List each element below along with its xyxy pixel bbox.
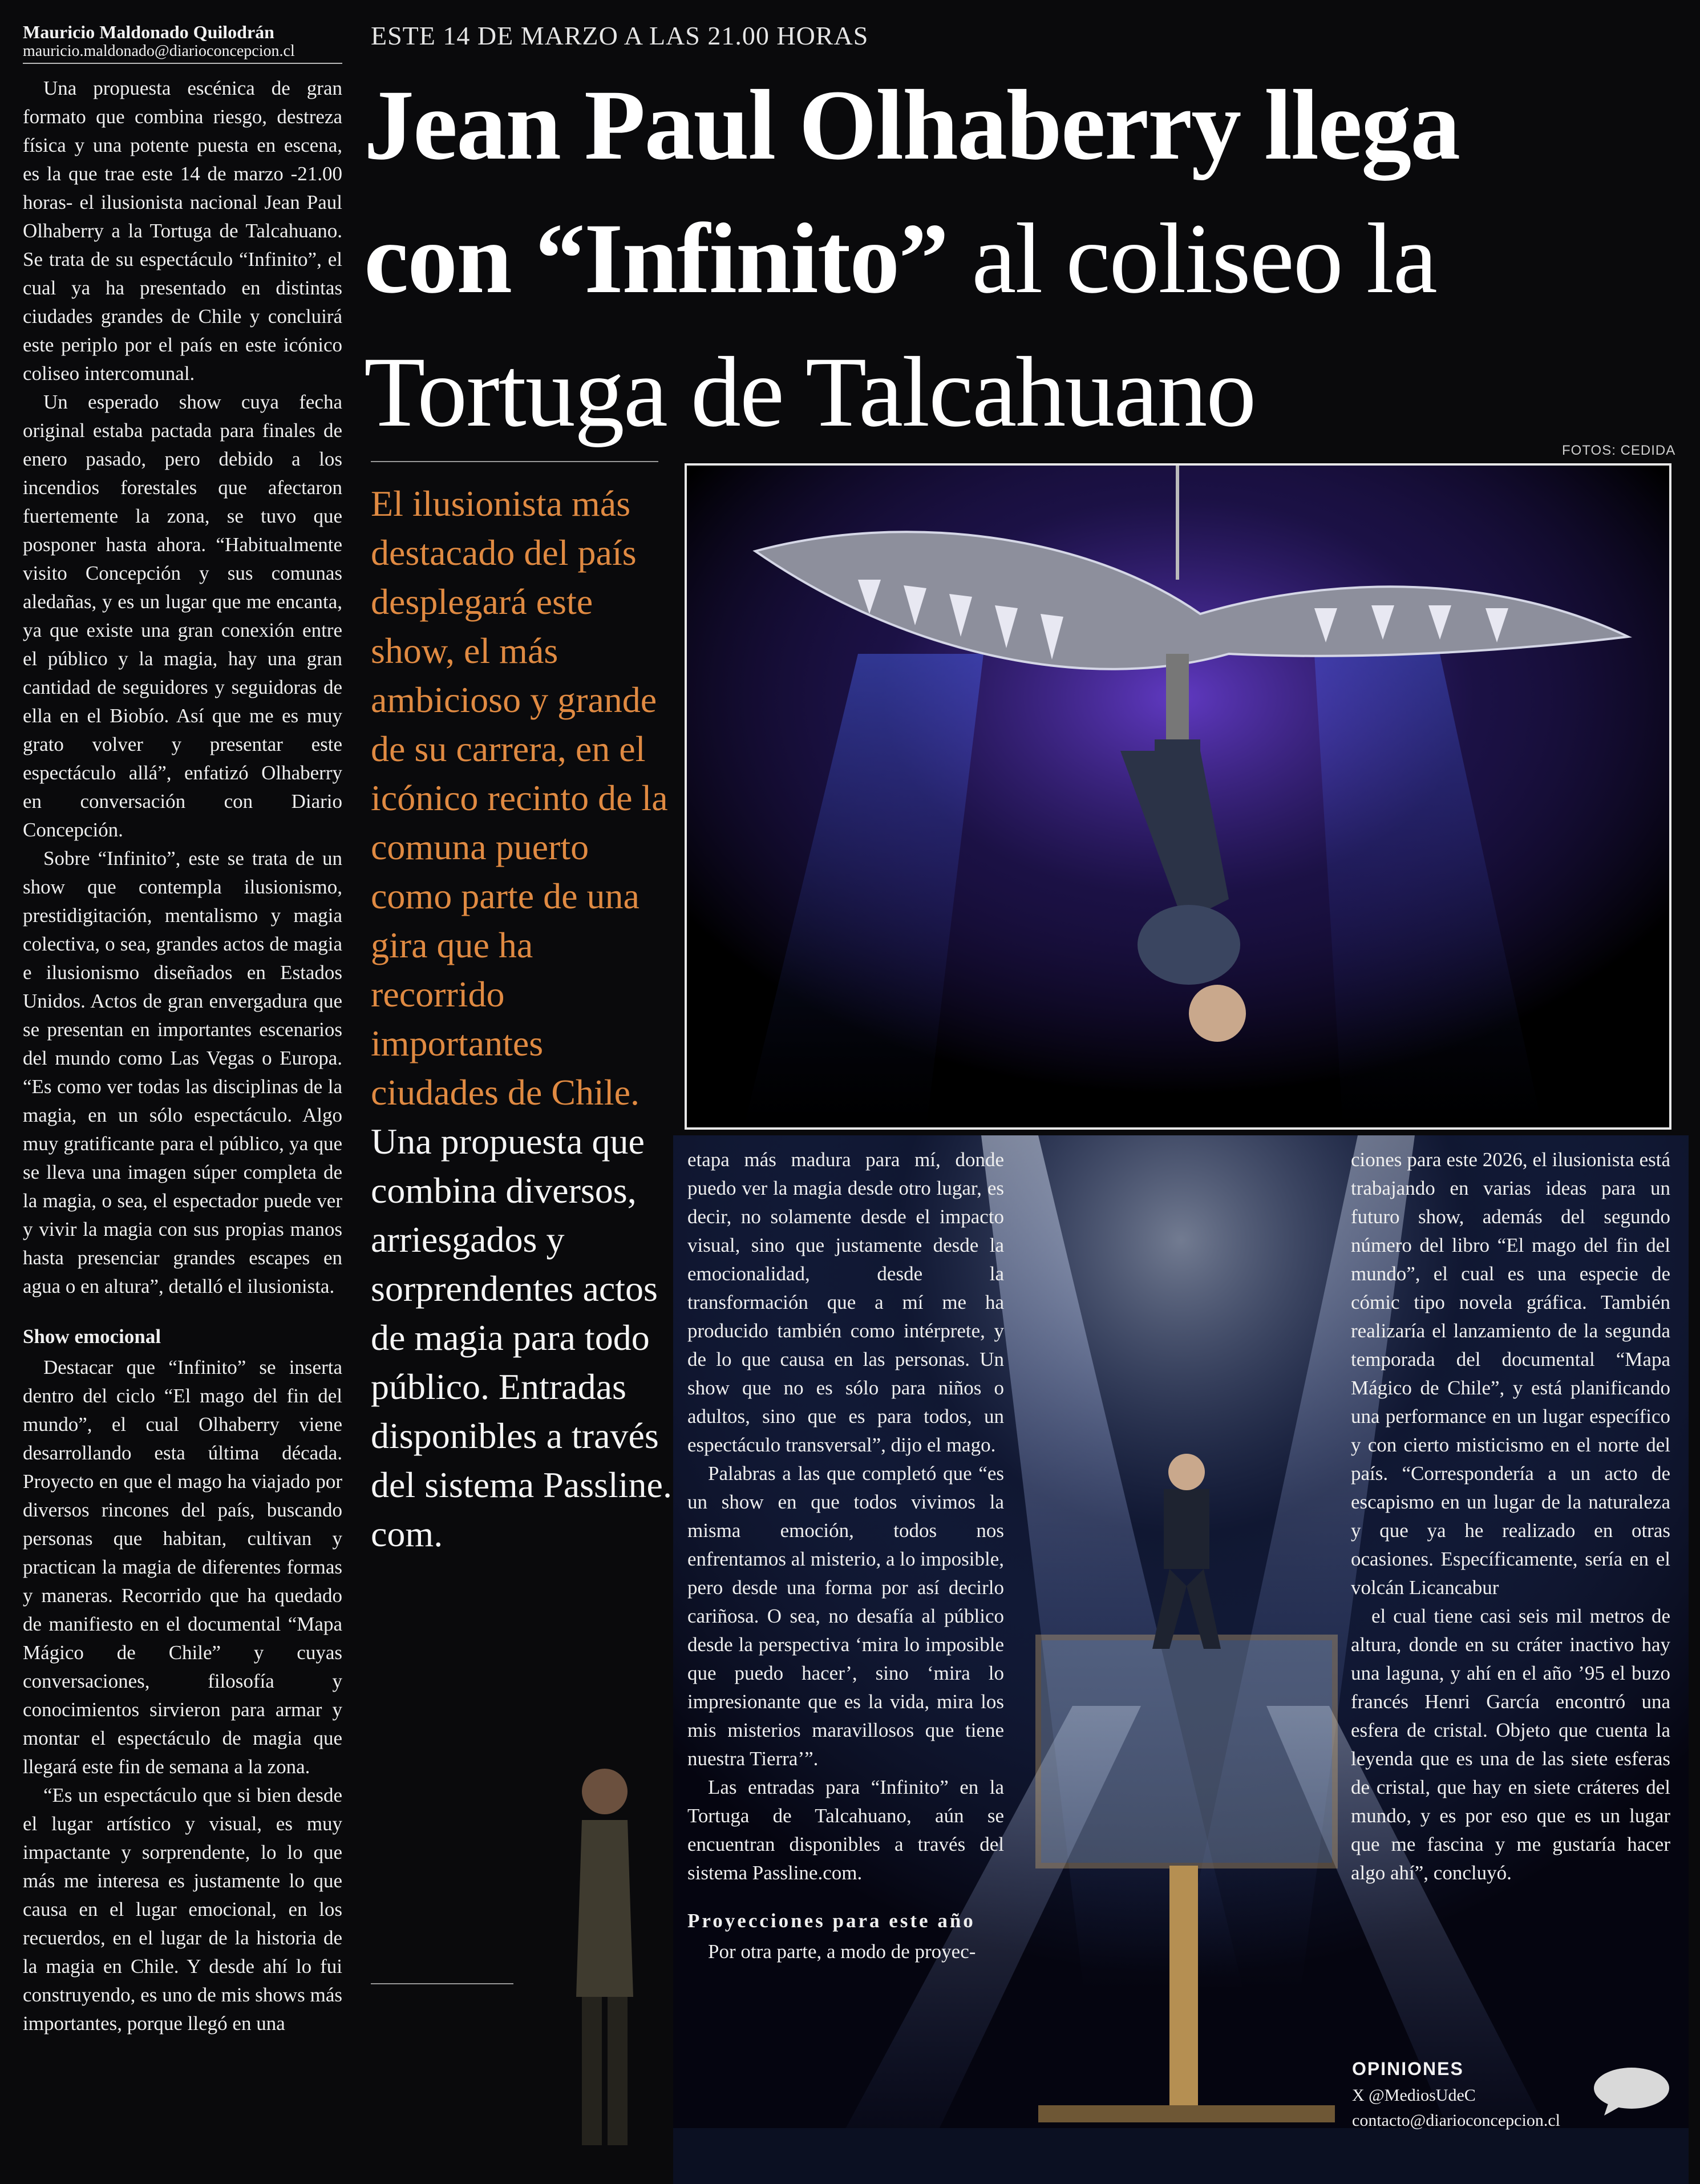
article-column-4 — [1351, 1146, 1670, 1887]
paragraph: el cual tiene casi seis mil metros de altura, donde en su cráter inactivo hay una laguna, y ahí en el año ’95 el buzo francés Henri García encontró una esfera de cristal. Objeto que cuenta la leyenda que es una de las siete esferas de cristal, que hay en siete cráteres del mundo, y es por eso que es un lugar que me fascina y me gustaría hacer algo ahí”, concluyó. — [1351, 1605, 1670, 1884]
paragraph: Las entradas para “Infinito” en la Tortuga de Talcahuano, aún se encuentran disponibles a través del sistema Passline.com. — [687, 1776, 1004, 1884]
contact-email[interactable]: contacto@diarioconcepcion.cl — [1352, 2111, 1560, 2130]
author-email[interactable]: mauricio.maldonado@diarioconcepcion.cl — [23, 42, 295, 60]
photo-credit: FOTOS: CEDIDA — [1562, 443, 1676, 458]
pullquote-bottom-rule — [371, 1983, 513, 1984]
paragraph: Sobre “Infinito”, este se trata de un show que contempla ilusionismo, prestidigitación, mentalismo y magia colectiva, o sea, grandes actos de magia e ilusionismo diseñados en Estados Unidos. Actos de gran envergadura que se presentan en importantes escenarios del mundo como Las Vegas o Europa. “Es como ver todas las disciplinas de la magia, en un sólo espectáculo. Algo muy gratificante para el público, ya que se lleva una imagen súper completa de la magia, o sea, el espectador puede ver y vivir la magia con sus propias manos hasta presenciar grandes escapes en agua o en altura”, detalló el ilusionista. — [23, 847, 342, 1297]
main-photo-illustration — [687, 466, 1669, 1127]
paragraph: Por otra parte, a modo de proyec- — [708, 1940, 976, 1963]
paragraph: Una propuesta escénica de gran formato que combina riesgo, destreza física y una potente puesta en escena, es la que trae este 14 de marzo -21.00 horas- el ilusionista nacional Jean Paul Olhaberry a la Tortuga de Talcahuano. Se trata de su espectáculo “Infinito”, el cual ya ha presentado en distintas ciudades grandes de Chile y concluirá este periplo por el país en este icónico coliseo intercomunal. — [23, 77, 342, 385]
article-column-1 — [23, 74, 342, 2174]
paragraph: etapa más madura para mí, donde puedo ver la magia desde otro lugar, es decir, no solamente desde el impacto visual, sino que justamente desde la emocionalidad, desde la transformación que a mí me ha producido también como intérprete, y de lo que causa en las personas. Un show que no es sólo para niños o adultos, sino que es para todos, un espectáculo transversal”, dijo el mago. — [687, 1148, 1004, 1456]
assistant-performer-figure — [559, 1757, 650, 2145]
headline-bold-part: con “Infinito” — [364, 203, 948, 314]
paragraph: Palabras a las que completó que “es un show en que todos vivimos la misma emoción, todos nos enfrentamos al misterio, a lo imposible, pero desde una forma por así decirlo cariñosa. O sea, no desafía al público desde la perspectiva ‘mira lo imposible que puedo hacer’, sino ‘mira lo impresionante que es la vida, mira los mis misterios maravillosos que tiene nuestra Tierra’”. — [687, 1462, 1005, 1770]
pullquote-highlight: El ilusionista más destacado del país desplegará este show, el más ambicioso y grande de su carrera, en el icónico recinto de la comuna puerto como parte de una gira que ha recorrido importantes ciudades de Chile. — [371, 483, 668, 1113]
x-handle[interactable]: X @MediosUdeC — [1352, 2086, 1476, 2105]
author-name: Mauricio Maldonado Quilodrán — [23, 22, 274, 42]
byline-divider — [23, 63, 342, 64]
paragraph: Un esperado show cuya fecha original estaba pactada para finales de enero pasado, pero debido a los incendios forestales que afectaron fuertemente la zona, se tuvo que posponer hasta ahora. “Habitualmente visito Concepción y sus comunas aledañas, y es un lugar que me encanta, ya que existe una gran conexión entre el público y la magia, hay una gran cantidad de seguidores y seguidoras de ella en el Biobío. Así que me es muy grato volver y presentar este espectáculo allá”, enfatizó Olhaberry en conversación con Diario Concepción. — [23, 391, 342, 841]
speech-bubble-icon — [1592, 2065, 1671, 2117]
paragraph: Destacar que “Infinito” se inserta dentro del ciclo “El mago del fin del mundo”, el cual Olhaberry viene desarrollando esta última década. Proyecto en que el mago ha viajado por diversos rincones del país, buscando personas que habitan, cultivan y practican la magia de diferentes formas y maneras. Recorrido que ha quedado de manifiesto en el documental “Mapa Mágico de Chile” y cuyas conversaciones, filosofía y conocimientos sirvieron para armar y montar el espectáculo de magia que llegará este fin de semana a la zona. — [23, 1356, 342, 1778]
main-photo — [685, 463, 1671, 1130]
pullquote-top-rule — [371, 461, 658, 462]
headline-line3: Tortuga de Talcahuano — [364, 337, 1256, 448]
headline-regular-part: al coliseo la — [948, 203, 1436, 314]
headline — [364, 70, 1676, 475]
kicker: ESTE 14 DE MARZO A LAS 21.00 HORAS — [371, 21, 869, 50]
opiniones-label: OPINIONES — [1352, 2058, 1464, 2079]
pullquote-body: Una propuesta que combina diversos, arriesgados y sorprendentes actos de magia para todo público. Entradas disponibles a través del sistema Passline. com. — [371, 1121, 672, 1554]
paragraph: ciones para este 2026, el ilusionista está trabajando en varias ideas para un futuro show, además del segundo número del libro “El mago del fin del mundo”, el cual es una especie de cómic tipo novela gráfica. También realizaría el lanzamiento de la segunda temporada del documental “Mapa Mágico de Chile”, y está planificando una performance en un lugar específico y con cierto misticismo en el norte del país. “Correspondería a un acto de escapismo en un lugar de la naturaleza y que ya he realizado en otras ocasiones. Específicamente, sería en el volcán Licancabur — [1351, 1148, 1670, 1599]
article-column-3 — [687, 1146, 1004, 1966]
pullquote — [371, 479, 673, 1559]
subheading-proyecciones: Proyecciones para este año — [687, 1910, 976, 1932]
paragraph: “Es un espectáculo que si bien desde el lugar artístico y visual, es muy impactante y sorprendente, lo lo que más me interesa es justamente lo que causa en el lugar emocional, en los recuerdos, en el lugar de la historia de la magia en Chile. Y desde ahí lo fui construyendo, es uno de mis shows más importantes, porque llegó en una — [23, 1784, 342, 2035]
subheading-show-emocional: Show emocional — [23, 1325, 161, 1348]
headline-line1: Jean Paul Olhaberry llega — [364, 70, 1460, 181]
